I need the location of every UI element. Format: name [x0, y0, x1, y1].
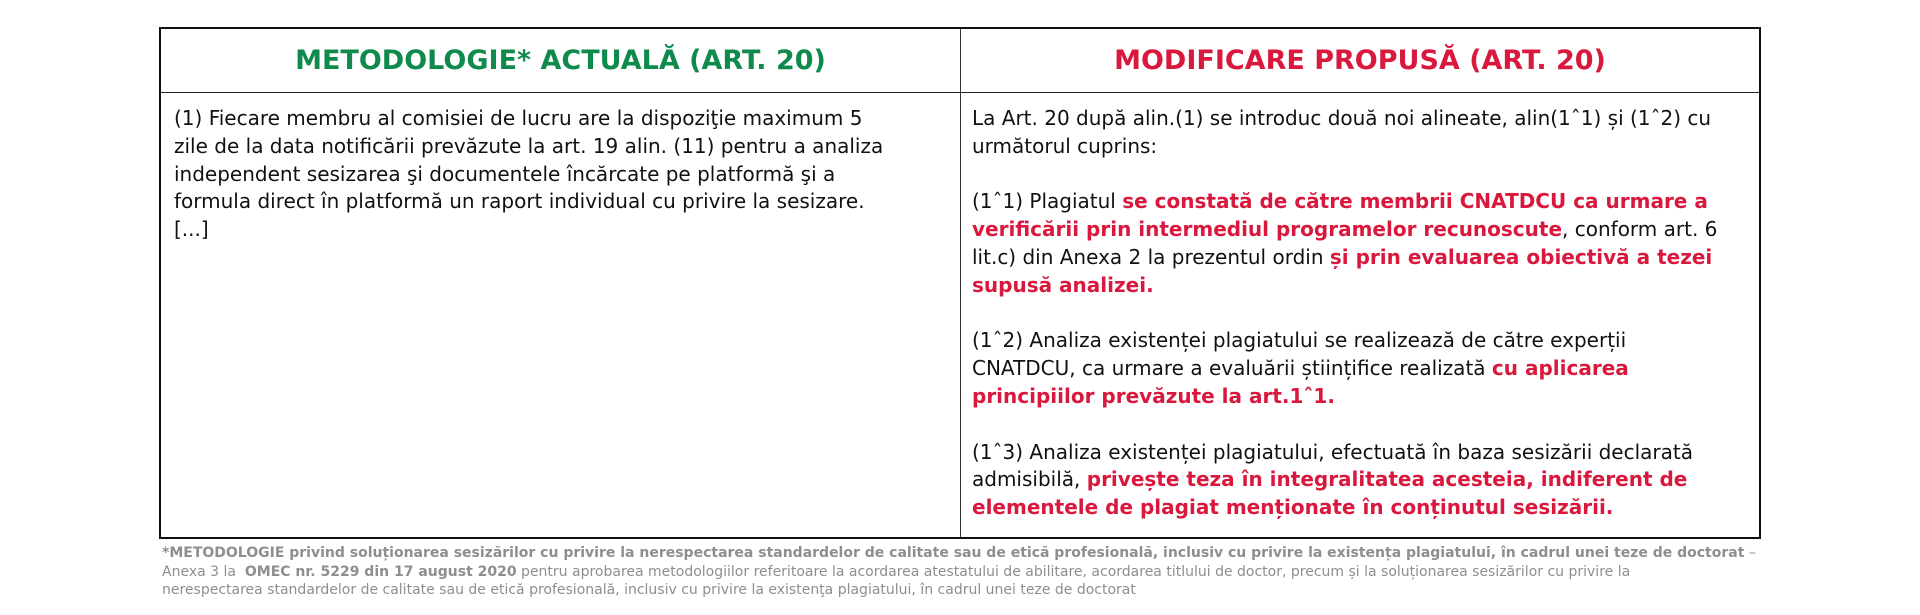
- plain-text: CNATDCU, ca urmare a evaluării științifice realizată: [972, 356, 1492, 381]
- text-line: [972, 383, 1749, 411]
- text-line: formula direct în platformă un raport individual cu privire la sesizare.: [174, 189, 865, 214]
- text-line: [972, 188, 1749, 216]
- paragraph-1-3: [972, 439, 1749, 522]
- text-line: independent sesizarea şi documentele încărcate pe platformă şi a: [174, 161, 836, 186]
- plain-text: (1ˆ2) Analiza existenței plagiatului se realizează de către experții: [972, 328, 1627, 353]
- footnote-line: [162, 544, 1902, 563]
- proposed-amendment-heading: MODIFICARE PROPUSĂ (ART. 20): [1114, 45, 1606, 76]
- emphasis-text: privește teza în integralitatea acesteia, indiferent de: [1086, 467, 1688, 492]
- order-reference: OMEC nr. 5229 din 17 august 2020: [244, 563, 517, 580]
- emphasis-text: cu aplicarea: [1491, 356, 1629, 381]
- footnote-line: [162, 581, 1902, 600]
- plain-text: (1ˆ3) Analiza existenței plagiatului, efectuată în baza sesizării declarată: [972, 439, 1693, 464]
- text-line: [972, 355, 1749, 383]
- footnote-text: nerespectarea standardelor de calitate sau de etică profesională, inclusiv cu privire la existenţa plagiatului, în cadrul unei teze de doctorat: [162, 582, 1136, 598]
- comparison-table: [159, 27, 1761, 539]
- table-header-row: [161, 29, 1759, 93]
- plain-text: (1ˆ1) Plagiatul: [972, 189, 1123, 214]
- plain-text: , conform art. 6: [1562, 217, 1718, 242]
- emphasis-text: se constată de către membrii CNATDCU ca urmare a: [1122, 189, 1708, 214]
- footnote-line: [162, 563, 1902, 582]
- paragraph-1-1: [972, 188, 1749, 299]
- emphasis-text: elementele de plagiat menționate în conținutul sesizării.: [972, 495, 1614, 520]
- table-body-row: [161, 93, 1759, 537]
- text-line: [972, 466, 1749, 494]
- footnote: [162, 544, 1902, 600]
- plain-text: admisibilă,: [972, 467, 1087, 492]
- emphasis-text: verificării prin intermediul programelor recunoscute: [972, 217, 1563, 242]
- emphasis-text: supusă analizei.: [972, 272, 1154, 297]
- proposed-text-cell: [961, 93, 1759, 537]
- emphasis-text: principiilor prevăzute la art.1ˆ1.: [972, 383, 1335, 408]
- plain-text: lit.c) din Anexa 2 la prezentul ordin: [972, 244, 1330, 269]
- text-line: [972, 244, 1749, 272]
- footnote-text: Anexa 3 la: [162, 563, 245, 580]
- ellipsis-line: [...]: [174, 217, 209, 242]
- text-line: [972, 272, 1749, 300]
- text-line: La Art. 20 după alin.(1) se introduc două noi alineate, alin(1ˆ1) și (1ˆ2) cu: [972, 106, 1712, 130]
- emphasis-text: și prin evaluarea obiectivă a tezei: [1329, 244, 1713, 269]
- text-line: [972, 216, 1749, 244]
- text-line: zile de la data notificării prevăzute la art. 19 alin. (11) pentru a analiza: [174, 133, 884, 158]
- text-line: următorul cuprins:: [972, 133, 1158, 158]
- current-paragraph: [174, 105, 950, 244]
- footnote-dash: –: [1744, 545, 1756, 561]
- text-line: [972, 494, 1749, 522]
- paragraph-1-2: [972, 327, 1749, 410]
- text-line: [972, 327, 1749, 355]
- current-text-cell: [161, 93, 961, 537]
- text-line: [972, 439, 1749, 467]
- intro-paragraph: [972, 105, 1749, 161]
- methodology-title: *METODOLOGIE privind soluționarea sesizărilor cu privire la nerespectarea standardelor de calitate sau de etică profesională, inclusiv cu privire la existența plagiatului, în cadrul unei teze de doctorat: [162, 545, 1745, 561]
- footnote-text: pentru aprobarea metodologiilor referitoare la acordarea atestatului de abilitare, acordarea titlului de doctor, precum și la soluționarea sesizărilor cu privire la: [516, 563, 1631, 580]
- text-line: (1) Fiecare membru al comisiei de lucru are la dispoziţie maximum 5: [174, 106, 863, 130]
- current-methodology-heading: METODOLOGIE* ACTUALĂ (ART. 20): [161, 29, 961, 92]
